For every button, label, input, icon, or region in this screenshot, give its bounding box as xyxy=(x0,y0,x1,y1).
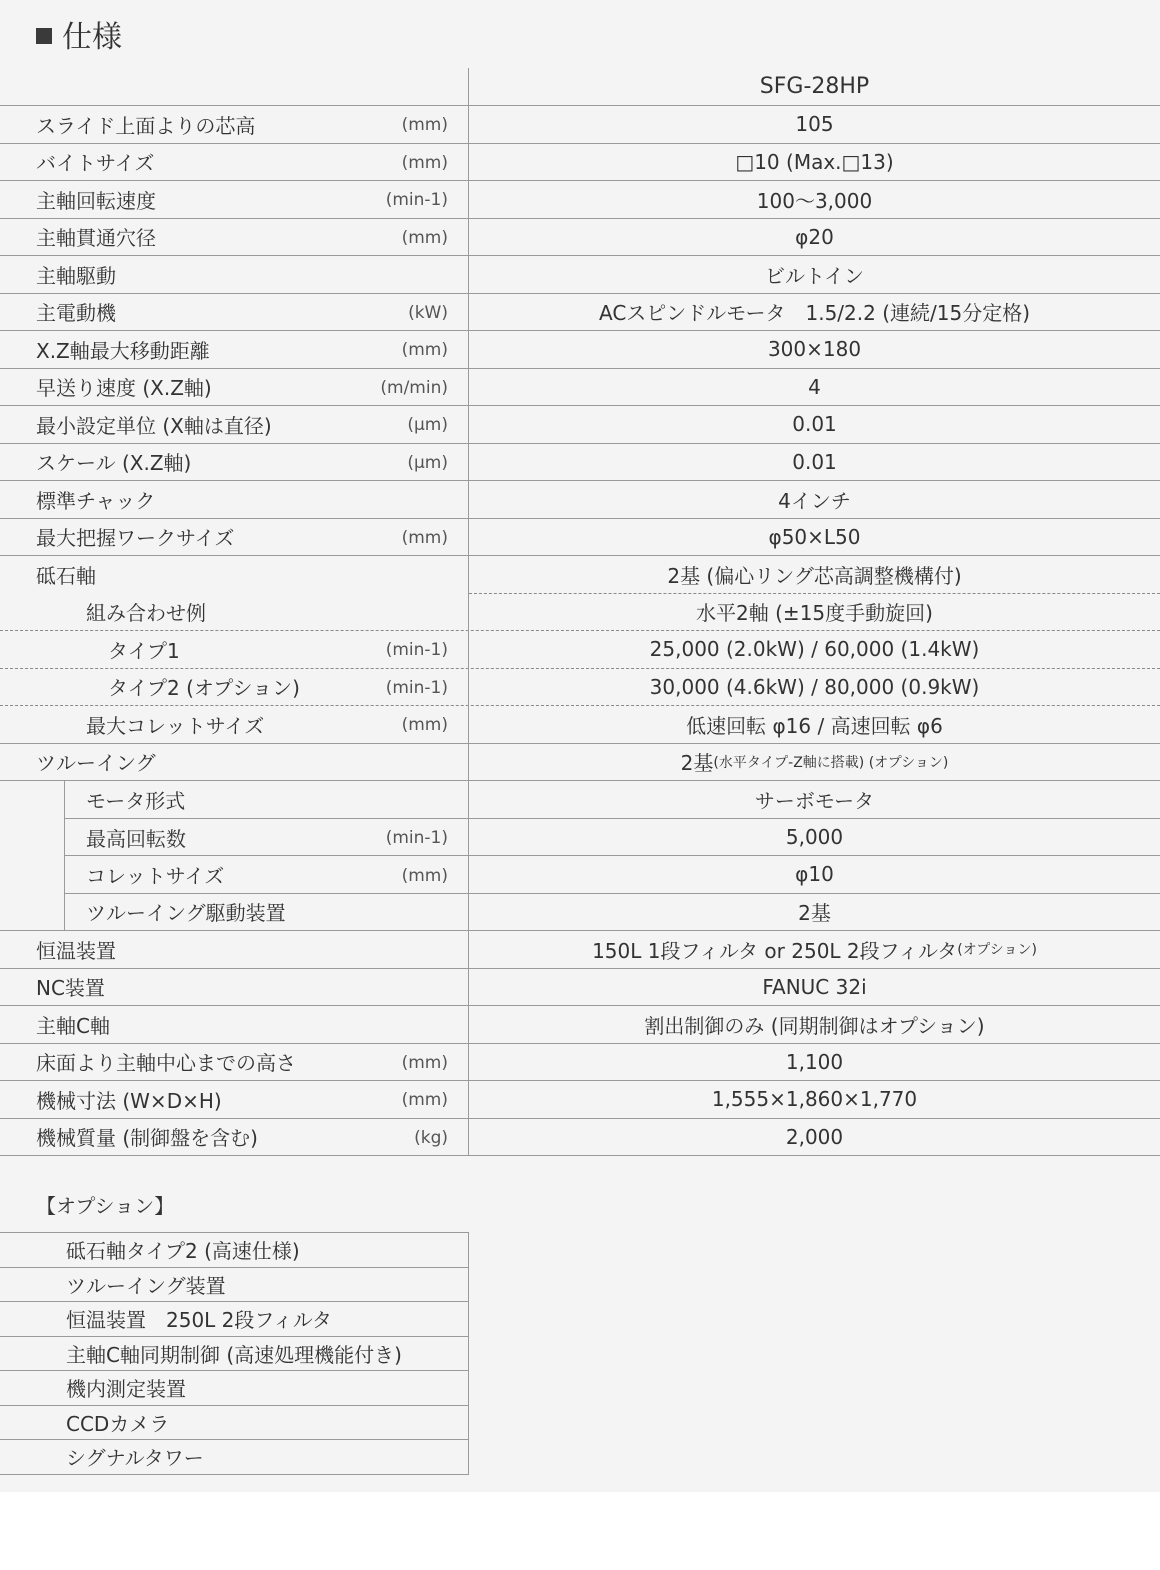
row-value: 0.01 xyxy=(792,412,837,437)
row-label: X.Z軸最大移動距離 xyxy=(36,338,210,363)
row-unit: (kg) xyxy=(414,1127,448,1148)
table-row xyxy=(0,519,1160,557)
row-unit: (mm) xyxy=(401,340,448,361)
row-value: ACスピンドルモータ 1.5/2.2 (連続/15分定格) xyxy=(599,301,1030,326)
row-value: 105 xyxy=(795,112,834,137)
table-row xyxy=(0,1119,1160,1157)
row-value: 0.01 xyxy=(792,449,837,474)
table-row xyxy=(0,406,1160,444)
row-value: φ20 xyxy=(795,224,834,249)
row-value: 2基 (偏心リング芯高調整機構付) xyxy=(469,556,1160,594)
row-value: 25,000 (2.0kW) / 60,000 (1.4kW) xyxy=(649,637,980,662)
table-row xyxy=(0,294,1160,332)
row-unit: (kW) xyxy=(408,302,448,323)
table-row xyxy=(0,1044,1160,1082)
row-unit: (m/min) xyxy=(380,377,448,398)
row-unit: (μm) xyxy=(407,415,448,436)
row-label: NC装置 xyxy=(36,976,105,1001)
indent-rule xyxy=(64,781,65,819)
row-label: 最大把握ワークサイズ xyxy=(36,526,235,551)
row-unit: (mm) xyxy=(401,1090,448,1111)
row-value: 5,000 xyxy=(469,819,1160,857)
table-row xyxy=(0,144,1160,182)
row-value xyxy=(469,744,1160,781)
row-unit: (mm) xyxy=(401,715,448,736)
row-unit: (μm) xyxy=(407,452,448,473)
row-value: 4 xyxy=(808,374,821,399)
row-label: 主軸C軸 xyxy=(36,1013,110,1038)
row-value-note: (オプション) xyxy=(957,942,1037,959)
table-row xyxy=(0,781,1160,819)
row-value: 2,000 xyxy=(785,1124,844,1149)
row-unit: (min-1) xyxy=(385,828,448,849)
table-row xyxy=(0,444,1160,482)
table-row xyxy=(0,1081,1160,1119)
row-label: 主電動機 xyxy=(36,301,116,326)
spec-table xyxy=(0,68,1160,1156)
row-value: 2基 xyxy=(798,901,831,926)
table-row xyxy=(0,1006,1160,1044)
row-label: 組み合わせ例 xyxy=(86,601,206,626)
row-unit: (mm) xyxy=(401,115,448,136)
option-item: シグナルタワー xyxy=(0,1440,469,1475)
row-label: タイプ2 (オプション) xyxy=(108,676,300,701)
row-label: タイプ1 xyxy=(108,638,180,663)
option-item: ツルーイング装置 xyxy=(0,1268,469,1303)
row-value: 30,000 (4.6kW) / 80,000 (0.9kW) xyxy=(649,674,980,699)
row-label: 床面より主軸中心までの高さ xyxy=(36,1051,296,1076)
row-label: 砥石軸 xyxy=(36,564,96,589)
table-row xyxy=(0,669,1160,707)
row-label: コレットサイズ xyxy=(86,864,225,889)
row-unit: (mm) xyxy=(401,152,448,173)
section-title xyxy=(36,12,122,56)
row-value: 1,555×1,860×1,770 xyxy=(711,1087,918,1112)
table-row xyxy=(0,931,1160,969)
row-label: 機械質量 (制御盤を含む) xyxy=(36,1126,258,1151)
row-label: 最小設定単位 (X軸は直径) xyxy=(36,413,272,438)
table-row xyxy=(0,744,1160,782)
row-label: ツルーイング駆動装置 xyxy=(86,901,286,926)
table-row xyxy=(0,556,1160,594)
row-label: 恒温装置 xyxy=(36,938,116,963)
row-label: 最大コレットサイズ xyxy=(86,713,265,738)
row-label: 主軸回転速度 xyxy=(36,188,156,213)
row-value: 1,100 xyxy=(785,1049,844,1074)
indent-rule xyxy=(64,894,65,931)
table-row xyxy=(0,106,1160,144)
table-row xyxy=(0,631,1160,669)
row-unit: (mm) xyxy=(401,865,448,886)
options-table xyxy=(0,1232,469,1475)
row-value: ビルトイン xyxy=(765,263,864,288)
row-label: 機械寸法 (W×D×H) xyxy=(36,1088,222,1113)
row-value: 低速回転 φ16 / 高速回転 φ6 xyxy=(686,713,943,738)
header-blank-cell xyxy=(0,68,469,105)
table-row xyxy=(0,706,1160,744)
table-row xyxy=(0,819,1160,857)
row-label: 最高回転数 xyxy=(86,826,186,851)
row-label: スケール (X.Z軸) xyxy=(36,451,192,476)
table-row xyxy=(0,481,1160,519)
row-unit: (min-1) xyxy=(385,190,448,211)
option-item: 主軸C軸同期制御 (高速処理機能付き) xyxy=(0,1337,469,1372)
row-label: バイトサイズ xyxy=(36,151,155,176)
row-value-main: 2基 xyxy=(680,751,714,776)
model-name: SFG-28HP xyxy=(759,74,870,99)
option-item: CCDカメラ xyxy=(0,1406,469,1441)
table-row xyxy=(0,594,1160,632)
row-unit: (min-1) xyxy=(385,640,448,661)
table-row xyxy=(0,969,1160,1007)
row-value: 100～3,000 xyxy=(756,188,873,213)
row-label: 標準チャック xyxy=(36,488,156,513)
options-title: 【オプション】 xyxy=(36,1193,175,1218)
indent-rule xyxy=(64,856,65,894)
row-value: FANUC 32i xyxy=(762,974,867,999)
table-row xyxy=(0,256,1160,294)
option-item: 砥石軸タイプ2 (高速仕様) xyxy=(0,1233,469,1268)
row-label: 主軸貫通穴径 xyxy=(36,226,156,251)
row-label: スライド上面よりの芯高 xyxy=(36,113,256,138)
row-label: モータ形式 xyxy=(86,789,186,814)
table-row xyxy=(0,181,1160,219)
table-header-row xyxy=(0,68,1160,106)
row-label: 主軸駆動 xyxy=(36,263,116,288)
row-value: φ10 xyxy=(469,856,1160,894)
indent-rule xyxy=(64,819,65,857)
row-unit: (min-1) xyxy=(385,677,448,698)
section-title-text: 仕様 xyxy=(62,20,122,55)
square-bullet-icon xyxy=(36,28,52,44)
row-value-note: (水平タイプ-Z軸に搭載) (オプション) xyxy=(713,754,949,771)
row-value: 水平2軸 (±15度手動旋回) xyxy=(696,601,933,626)
row-value: φ50×L50 xyxy=(768,524,861,549)
option-item: 恒温装置 250L 2段フィルタ xyxy=(0,1302,469,1337)
row-value: サーボモータ xyxy=(469,781,1160,819)
row-value: □10 (Max.□13) xyxy=(735,149,894,174)
table-row xyxy=(0,369,1160,407)
table-row xyxy=(0,894,1160,932)
row-label: 早送り速度 (X.Z軸) xyxy=(36,376,212,401)
row-unit: (mm) xyxy=(401,1052,448,1073)
table-row xyxy=(0,856,1160,894)
row-value: 4インチ xyxy=(778,488,851,513)
row-value: 300×180 xyxy=(767,337,862,362)
table-row xyxy=(0,331,1160,369)
row-unit: (mm) xyxy=(401,227,448,248)
row-unit: (mm) xyxy=(401,527,448,548)
option-item: 機内測定装置 xyxy=(0,1371,469,1406)
table-row xyxy=(0,219,1160,257)
row-value-main: 150L 1段フィルタ or 250L 2段フィルタ xyxy=(592,938,958,963)
row-value: 割出制御のみ (同期制御はオプション) xyxy=(644,1013,985,1038)
row-value xyxy=(469,931,1160,968)
row-label: ツルーイング xyxy=(36,751,156,776)
